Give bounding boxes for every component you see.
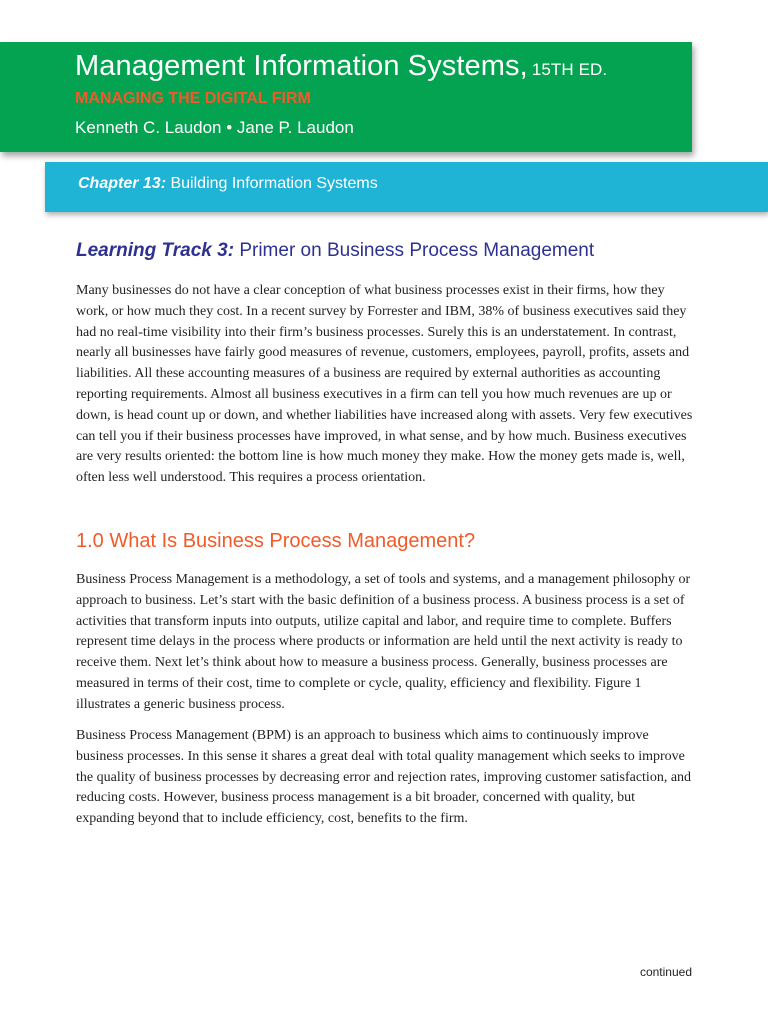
section-paragraph-2: Business Process Management (BPM) is an approach to business which aims to continuously improve business processes. In this sense it shares a great deal with total quality management which seeks to improve the quality of business processes by decreasing error and rejection rates, improving customer satisfaction, and reducing costs. However, business process management is a bit broader, concerned with quality, but expanding beyond that to include efficiency, cost, benefits to the firm.	[76, 728, 692, 827]
continued-note: continued	[639, 965, 692, 979]
book-edition: 15TH ED.	[531, 60, 608, 79]
section-heading: 1.0 What Is Business Process Management?	[76, 530, 476, 552]
chapter-label: Chapter 13:	[78, 175, 167, 192]
book-authors: Kenneth C. Laudon • Jane P. Laudon	[75, 118, 354, 137]
book-title	[75, 50, 607, 83]
chapter-heading	[78, 175, 378, 193]
book-subtitle: MANAGING THE DIGITAL FIRM	[75, 90, 311, 107]
section-paragraph-1: Business Process Management is a methodology, a set of tools and systems, and a management philosophy or approach to business. Let’s start with the basic definition of a business process. A business process is a set of activities that transform inputs into outputs, utilize capital and labor, and require time to complete. Buffers represent time delays in the process where products or information are held until the next activity is ready to receive them. Next let’s think about how to measure a business process. Generally, business processes are measured in terms of their cost, time to complete or cycle, quality, efficiency and flexibility. Figure 1 illustrates a generic business process.	[76, 572, 691, 712]
book-title-text: Management Information Systems,	[75, 50, 528, 82]
intro-paragraph: Many businesses do not have a clear conception of what business processes exist in their firms, how they work, or how much they cost. In a recent survey by Forrester and IBM, 38% of business executives said they had no real-time visibility into their firm’s business processes. Surely this is an understatement. In contrast, nearly all businesses have fairly good measures of revenue, customers, employees, payroll, profits, assets and liabilities. All these accounting measures of a business are required by external authorities as accounting reporting requirements. Almost all business executives in a firm can tell you how much revenues are up or down, is head count up or down, and whether liabilities have increased along with assets. Very few executives can tell you if their business processes have improved, in what sense, and by how much. Business executives are very results oriented: the bottom line is how much money they make. How the money gets made is, well, often less well understood. This requires a process orientation.	[76, 283, 693, 486]
learning-track-title: Primer on Business Process Management	[239, 240, 595, 261]
chapter-title: Building Information Systems	[170, 175, 378, 192]
learning-track-label: Learning Track 3:	[76, 240, 235, 261]
learning-track-heading	[76, 240, 594, 262]
